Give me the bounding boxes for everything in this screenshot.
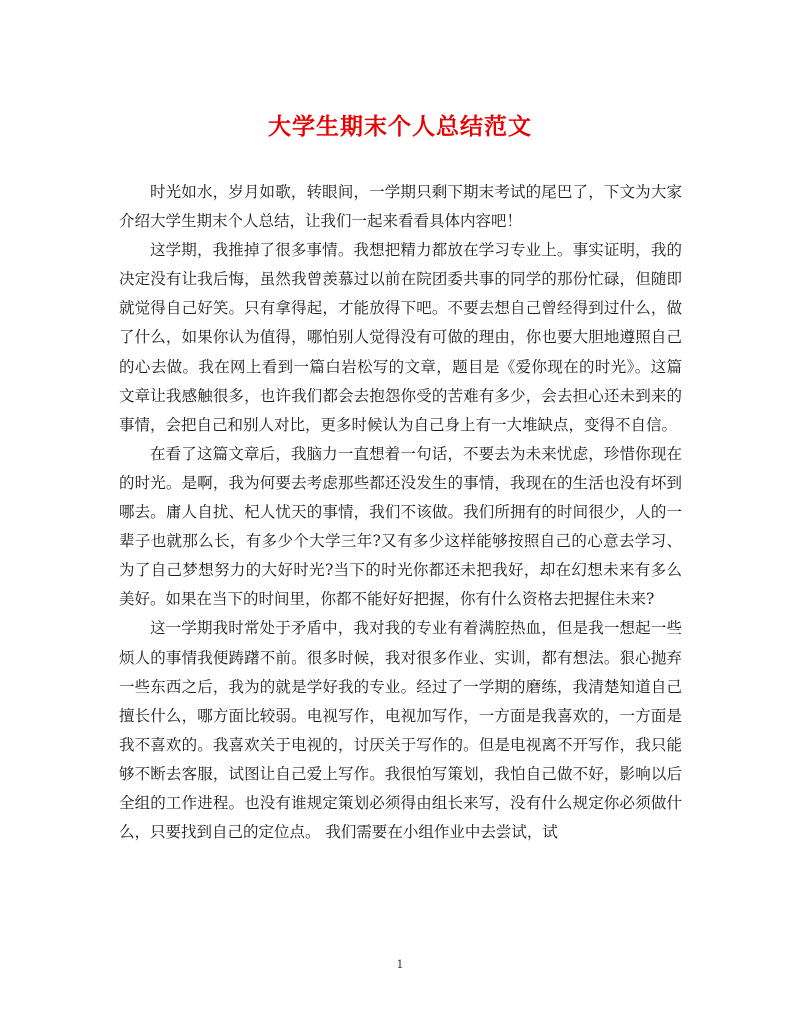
- page-number: 1: [396, 958, 404, 971]
- document-title: 大学生期末个人总结范文: [268, 113, 532, 140]
- paragraph-cherish-time: 在看了这篇文章后，我脑力一直想着一句话，不要去为未来忧虑，珍惜你现在的时光。是啊，我为何要去考虑那些都还没发生的事情，我现在的生活也没有坏到哪去。庸人自扰、杞人忧天的事情，我们不该做。我们所拥有的时间很少，人的一辈子也就那么长，有多少个大学三年?又有多少这样能够按照自己的心意去学习、为了自己梦想努力的大好时光?当下的时光你都还未把我好，却在幻想未来有多么美好。如果在当下的时间里，你都不能好好把握，你有什么资格去把握住未来?: [119, 444, 682, 609]
- paragraph-major-study: 这一学期我时常处于矛盾中，我对我的专业有着满腔热血，但是我一想起一些烦人的事情我便踌躇不前。很多时候，我对很多作业、实训，都有想法。狠心抛弃一些东西之后，我为的就是学好我的专业。经过了一学期的磨练，我清楚知道自己擅长什么，哪方面比较弱。电视写作，电视加写作，一方面是我喜欢的，一方面是我不喜欢的。我喜欢关于电视的，讨厌关于写作的。但是电视离不开写作，我只能够不断去客服，试图让自己爱上写作。我很怕写策划，我怕自己做不好，影响以后全组的工作进程。也没有谁规定策划必须得由组长来写，没有什么规定你必须做什么，只要找到自己的定位点。 我们需要在小组作业中去尝试，试: [119, 619, 682, 842]
- paragraph-intro: 时光如水，岁月如歌，转眼间，一学期只剩下期末考试的尾巴了，下文为大家介绍大学生期末个人总结，让我们一起来看看具体内容吧！: [119, 183, 682, 231]
- document-body: [119, 178, 682, 847]
- paragraph-semester: 这学期，我推掉了很多事情。我想把精力都放在学习专业上。事实证明，我的决定没有让我后悔，虽然我曾羡慕过以前在院团委共事的同学的那份忙碌，但随即就觉得自己好笑。只有拿得起，才能放得下吧。不要去想自己曾经得到过什么，做了什么，如果你认为值得，哪怕别人觉得没有可做的理由，你也要大胆地遵照自己的心去做。我在网上看到一篇白岩松写的文章，题目是《爱你现在的时光》。这篇文章让我感触很多，也许我们都会去抱怨你受的苦难有多少，会去担心还未到来的事情，会把自己和别人对比，更多时候认为自己身上有一大堆缺点，变得不自信。: [119, 241, 682, 434]
